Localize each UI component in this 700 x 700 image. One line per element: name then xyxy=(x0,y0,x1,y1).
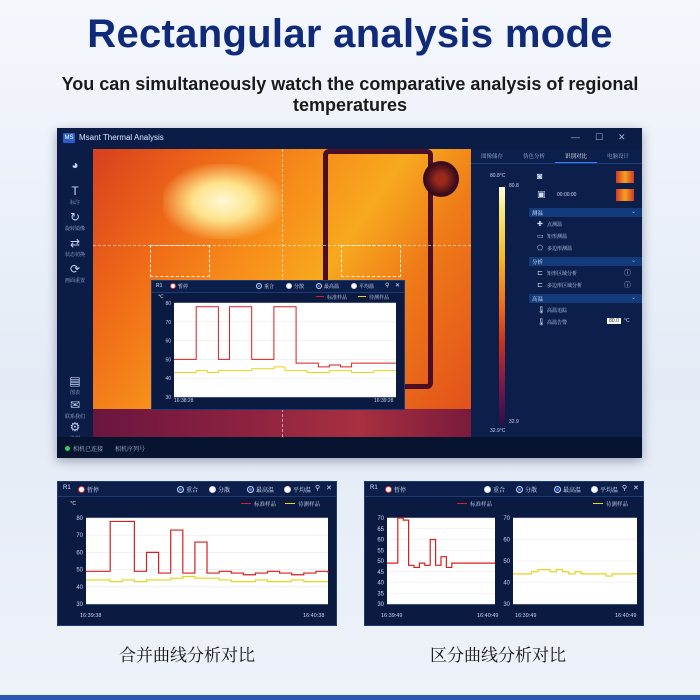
point-measure-icon: ✚ xyxy=(537,221,543,228)
x-start-label: 16:39:49 xyxy=(515,613,537,619)
y-tick-label: 50 xyxy=(377,559,384,565)
x-start-label: 16:39:38 xyxy=(80,613,102,619)
legend-label: 标准样品 xyxy=(470,502,493,508)
caption-split: 区分曲线分析对比 xyxy=(430,646,566,665)
merged-chart-panel xyxy=(57,481,337,626)
toolbar-item-annotate[interactable] xyxy=(57,185,93,206)
right-tabs xyxy=(471,149,642,164)
option-label: 最高温 xyxy=(563,488,582,494)
option-label: 最高温 xyxy=(256,488,275,494)
y-tick-label: 50 xyxy=(165,357,171,364)
x-start-label: 16:38:28 xyxy=(174,398,194,404)
tab-image-storage[interactable]: 图像储存 xyxy=(480,154,503,160)
window-title: Msant Thermal Analysis xyxy=(79,133,164,142)
y-tick-label: 40 xyxy=(76,584,83,591)
option-label: 平均温 xyxy=(293,488,312,494)
rotate-icon: ↻ xyxy=(69,210,81,224)
scale-bottom-label: 32.9°C xyxy=(490,428,506,434)
caption-merged: 合并曲线分析对比 xyxy=(119,646,255,665)
refresh-icon: ⟳ xyxy=(69,262,81,276)
camera-icon[interactable]: ◙ xyxy=(537,171,543,181)
option-label: 平均温 xyxy=(359,284,375,290)
y-tick-label: 80 xyxy=(76,516,83,522)
y-tick-label: 40 xyxy=(377,580,384,587)
pin-icon[interactable]: ⚲ xyxy=(622,485,628,492)
section-label: 分析 xyxy=(532,260,544,266)
y-tick-label: 55 xyxy=(377,548,384,555)
legend-label: 标准样品 xyxy=(327,295,348,301)
y-tick-label: 30 xyxy=(76,602,83,608)
close-icon[interactable]: ✕ xyxy=(326,485,332,492)
option-label: 分散 xyxy=(294,284,305,290)
y-tick-label: 30 xyxy=(165,395,171,401)
y-tick-label: 40 xyxy=(165,376,171,383)
alarm-unit: °C xyxy=(624,318,630,324)
item-high-temp-alarm[interactable] xyxy=(537,318,567,326)
x-end-label: 16:40:38 xyxy=(303,613,325,619)
mail-icon: ✉ xyxy=(69,398,81,412)
record-video-icon[interactable]: ▣ xyxy=(537,189,546,199)
bottom-strip xyxy=(0,695,700,700)
y-tick-label: 30 xyxy=(377,602,384,608)
y-tick-label: 45 xyxy=(377,569,384,576)
close-button[interactable]: ✕ xyxy=(618,132,626,142)
maximize-button[interactable]: ☐ xyxy=(595,132,604,142)
y-tick-label: 50 xyxy=(503,559,510,565)
scale-bottom-small: 32.9 xyxy=(509,419,519,425)
color-scale[interactable] xyxy=(499,187,505,425)
option-label: 重合 xyxy=(186,488,199,494)
x-end-label: 16:39:28 xyxy=(374,398,394,404)
camera-serial: 相机序列号 xyxy=(115,447,146,453)
chevron-down-icon: ⌄ xyxy=(630,295,636,301)
item-label: 点测温 xyxy=(547,222,563,228)
section-label: 高温 xyxy=(532,297,544,303)
y-tick-label: 40 xyxy=(503,580,510,587)
chart-icon: ▤ xyxy=(69,374,81,388)
page-subtitle: You can simultaneously watch the comparative analysis of regional temperatures xyxy=(61,74,639,115)
page-title: Rectangular analysis mode xyxy=(87,12,613,56)
snapshot-thumbnail[interactable] xyxy=(616,171,634,183)
option-label: 最高温 xyxy=(324,284,340,290)
app-logo: MS xyxy=(64,135,74,141)
toolbar-item-chart[interactable] xyxy=(57,375,93,396)
toolbar-item-reset[interactable] xyxy=(57,263,93,284)
y-tick-label: 60 xyxy=(503,537,510,544)
roi-label: R1 xyxy=(370,485,378,491)
chevron-down-icon: ⌄ xyxy=(630,209,636,215)
toolbar-label: 标注 xyxy=(69,200,80,206)
item-label: 高温追踪 xyxy=(547,308,568,314)
y-tick-label: 60 xyxy=(165,338,171,345)
connection-status xyxy=(65,444,103,453)
status-bar xyxy=(57,437,642,458)
x-end-label: 16:40:49 xyxy=(615,613,637,619)
palette-icon: ◕ xyxy=(71,158,79,172)
legend-label: 待测样品 xyxy=(369,295,390,301)
toolbar-item-rotate[interactable] xyxy=(57,211,93,232)
help-icon[interactable]: ⓘ xyxy=(624,270,631,277)
section-label: 测温 xyxy=(532,211,544,217)
item-label: 多边形区域分析 xyxy=(547,283,583,289)
item-poly-measure[interactable] xyxy=(537,244,572,252)
left-toolbar xyxy=(57,149,93,437)
unit-label: ℃ xyxy=(158,294,164,300)
gear-icon: ⚙ xyxy=(69,420,81,434)
pause-label: 暂停 xyxy=(178,284,189,290)
item-high-temp-tracking[interactable] xyxy=(537,306,567,314)
chart-embedded xyxy=(152,281,404,409)
plot-area xyxy=(174,303,396,397)
alarm-threshold-input[interactable]: 80.0 xyxy=(607,318,621,324)
chevron-down-icon: ⌄ xyxy=(630,258,636,264)
unit-label: ℃ xyxy=(70,501,77,507)
option-label: 分散 xyxy=(218,488,231,494)
legend-label: 待测样品 xyxy=(606,502,629,508)
chart-split-left xyxy=(365,482,643,625)
swap-icon: ⇄ xyxy=(69,236,81,250)
roi-label: R1 xyxy=(63,485,71,491)
toolbar-label: 状态切换 xyxy=(64,252,85,258)
section-measure[interactable] xyxy=(529,208,642,217)
polygon-measure-icon: ⬠ xyxy=(537,245,544,252)
embedded-chart-panel xyxy=(151,280,405,410)
option-label: 重合 xyxy=(493,488,506,494)
y-tick-label: 70 xyxy=(76,533,83,540)
minimize-button[interactable]: — xyxy=(571,132,580,142)
chart-merged xyxy=(58,482,336,625)
y-tick-label: 60 xyxy=(377,537,384,544)
toolbar-item-palette[interactable] xyxy=(57,159,93,172)
tab-pseudo-color[interactable]: 伪色分析 xyxy=(522,154,545,160)
option-label: 平均温 xyxy=(600,488,619,494)
item-rect-measure[interactable] xyxy=(537,232,567,240)
legend-label: 标准样品 xyxy=(254,502,277,508)
y-tick-label: 70 xyxy=(377,516,384,522)
roi-label: R1 xyxy=(156,283,163,289)
item-label: 高温告警 xyxy=(547,320,568,326)
y-tick-label: 35 xyxy=(377,591,384,598)
tab-pc-design[interactable]: 电脑设计 xyxy=(606,154,629,160)
toolbar-label: 画面重置 xyxy=(64,278,85,284)
y-tick-label: 80 xyxy=(165,301,171,307)
rect-measure-icon: ▭ xyxy=(537,233,544,240)
item-label: 矩形测温 xyxy=(547,234,568,240)
y-tick-label: 70 xyxy=(503,516,510,522)
text-icon: T xyxy=(71,184,79,198)
rect-analysis-icon: ⊏ xyxy=(537,270,543,277)
y-tick-label: 70 xyxy=(165,319,171,326)
scale-top-label: 80.8°C xyxy=(490,173,506,179)
y-tick-label: 50 xyxy=(76,567,83,574)
alarm-thermometer-icon: 🌡 xyxy=(537,319,546,326)
connection-label: 相机已连接 xyxy=(73,447,104,453)
tab-compare[interactable]: 识别对比 xyxy=(555,152,597,163)
item-label: 矩形区域分析 xyxy=(547,271,578,277)
polygon-analysis-icon: ⊏ xyxy=(537,282,543,289)
help-icon[interactable]: ⓘ xyxy=(624,282,631,289)
app-window xyxy=(57,128,642,458)
roi-rectangle[interactable] xyxy=(341,245,401,277)
option-label: 重合 xyxy=(264,284,275,290)
section-alarm[interactable] xyxy=(529,294,642,303)
y-tick-label: 30 xyxy=(503,602,510,608)
right-panel xyxy=(471,149,642,437)
pause-label: 暂停 xyxy=(394,488,407,494)
record-timer: 00:00:00 xyxy=(557,192,577,198)
toolbar-label: 联系我们 xyxy=(64,414,85,420)
toolbar-item-contact[interactable] xyxy=(57,399,93,420)
thermometer-icon: 🌡 xyxy=(537,307,546,314)
component-knob xyxy=(423,161,459,197)
status-dot xyxy=(65,446,70,451)
close-icon[interactable]: ✕ xyxy=(395,283,401,289)
pin-icon[interactable]: ⚲ xyxy=(385,283,390,289)
x-end-label: 16:40:49 xyxy=(477,613,499,619)
hot-spot xyxy=(163,164,283,239)
option-label: 分散 xyxy=(525,488,538,494)
pause-label: 暂停 xyxy=(87,488,100,494)
pin-icon[interactable]: ⚲ xyxy=(315,485,321,492)
roi-rectangle[interactable] xyxy=(150,245,210,277)
video-thumbnail[interactable] xyxy=(616,189,634,201)
scale-top-small: 80.8 xyxy=(509,183,519,189)
item-label: 多边形测温 xyxy=(547,246,573,252)
legend-label: 待测样品 xyxy=(298,502,321,508)
close-icon[interactable]: ✕ xyxy=(633,485,639,492)
split-chart-panel xyxy=(364,481,644,626)
y-tick-label: 65 xyxy=(377,526,384,533)
section-analysis[interactable] xyxy=(529,257,642,266)
toolbar-label: 图表 xyxy=(69,390,80,396)
x-start-label: 16:39:49 xyxy=(381,613,403,619)
y-tick-label: 60 xyxy=(76,550,83,557)
item-rect-analysis[interactable] xyxy=(537,269,577,277)
toolbar-label: 旋转镜像 xyxy=(64,226,85,232)
item-poly-analysis[interactable] xyxy=(537,281,582,289)
title-bar xyxy=(57,128,642,150)
item-point-measure[interactable] xyxy=(537,220,562,228)
toolbar-item-switch[interactable] xyxy=(57,237,93,258)
